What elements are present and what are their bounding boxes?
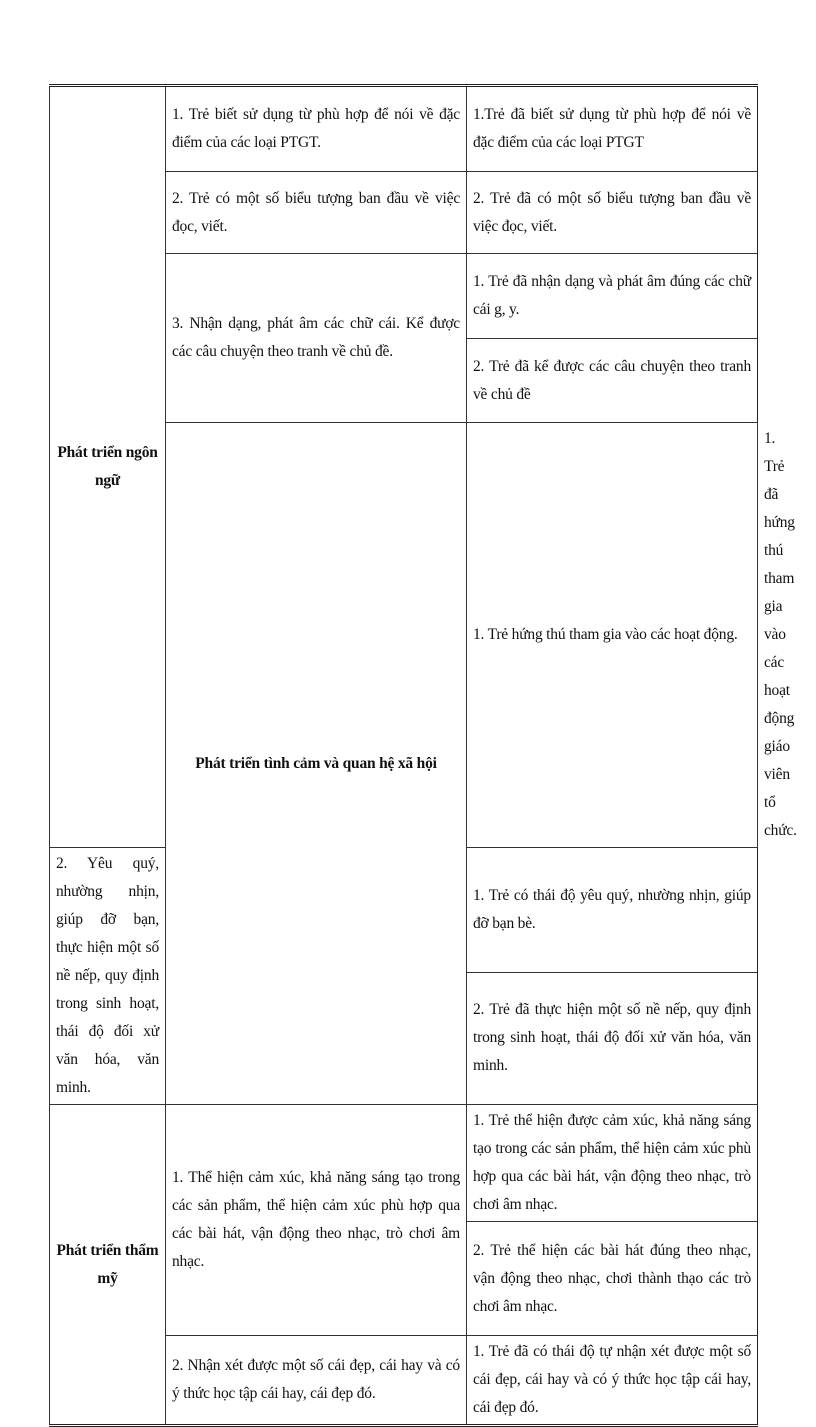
- goal-cell: 2. Trẻ có một số biểu tượng ban đầu về việc đọc, viết.: [166, 172, 467, 254]
- goal-cell: 3. Nhận dạng, phát âm các chữ cái. Kể được các câu chuyện theo tranh về chủ đề.: [166, 254, 467, 423]
- result-cell: 1. Trẻ thể hiện được cảm xúc, khả năng sáng tạo trong các sản phẩm, thể hiện cảm xúc phù hợp qua các bài hát, vận động theo nhạc, trò chơi âm nhạc.: [467, 1105, 758, 1222]
- goal-cell: 2. Yêu quý, nhường nhịn, giúp đỡ bạn, thực hiện một số nề nếp, quy định trong sinh hoạt, thái độ đối xử văn hóa, văn minh.: [50, 848, 166, 1105]
- result-cell: 1. Trẻ có thái độ yêu quý, nhường nhịn, giúp đỡ bạn bè.: [467, 848, 758, 973]
- table-row: Phát triển tình cảm và quan hệ xã hội 1. Trẻ hứng thú tham gia vào các hoạt động. 1. Trẻ đã hứng thú tham gia vào các hoạt động giáo viên tổ chức.: [50, 423, 758, 848]
- goal-cell: 1. Trẻ biết sử dụng từ phù hợp để nói về đặc điểm của các loại PTGT.: [166, 86, 467, 172]
- goal-cell: 1. Thể hiện cảm xúc, khả năng sáng tạo trong các sản phẩm, thể hiện cảm xúc phù hợp qua các bài hát, vận động theo nhạc, trò chơi âm nhạc.: [166, 1105, 467, 1336]
- result-cell: 1.Trẻ đã biết sử dụng từ phù hợp để nói về đặc điểm của các loại PTGT: [467, 86, 758, 172]
- table-row: [50, 86, 758, 172]
- result-cell: 2. Trẻ đã kể được các câu chuyện theo tranh về chủ đề: [467, 339, 758, 423]
- evaluation-table: [49, 84, 797, 1427]
- domain-cell: Phát triển thẩm mỹ: [50, 1105, 166, 1426]
- table-row: [50, 1105, 758, 1222]
- result-cell: 2. Trẻ đã có một số biểu tượng ban đầu về việc đọc, viết.: [467, 172, 758, 254]
- domain-cell: Phát triển tình cảm và quan hệ xã hội: [166, 423, 467, 1105]
- goal-cell: 1. Trẻ hứng thú tham gia vào các hoạt động.: [467, 423, 758, 848]
- result-cell: 2. Trẻ đã thực hiện một số nề nếp, quy định trong sinh hoạt, thái độ đối xử văn hóa, văn minh.: [467, 972, 758, 1104]
- domain-cell: Phát triển ngôn ngữ: [50, 86, 166, 848]
- result-cell: 1. Trẻ đã có thái độ tự nhận xét được một số cái đẹp, cái hay và có ý thức học tập cái hay, cái đẹp đó.: [467, 1336, 758, 1426]
- goal-cell: 2. Nhận xét được một số cái đẹp, cái hay và có ý thức học tập cái hay, cái đẹp đó.: [166, 1336, 467, 1426]
- result-cell: 2. Trẻ thể hiện các bài hát đúng theo nhạc, vận động theo nhạc, chơi thành thạo các trò chơi âm nhạc.: [467, 1222, 758, 1336]
- result-cell: 1. Trẻ đã nhận dạng và phát âm đúng các chữ cái g, y.: [467, 254, 758, 339]
